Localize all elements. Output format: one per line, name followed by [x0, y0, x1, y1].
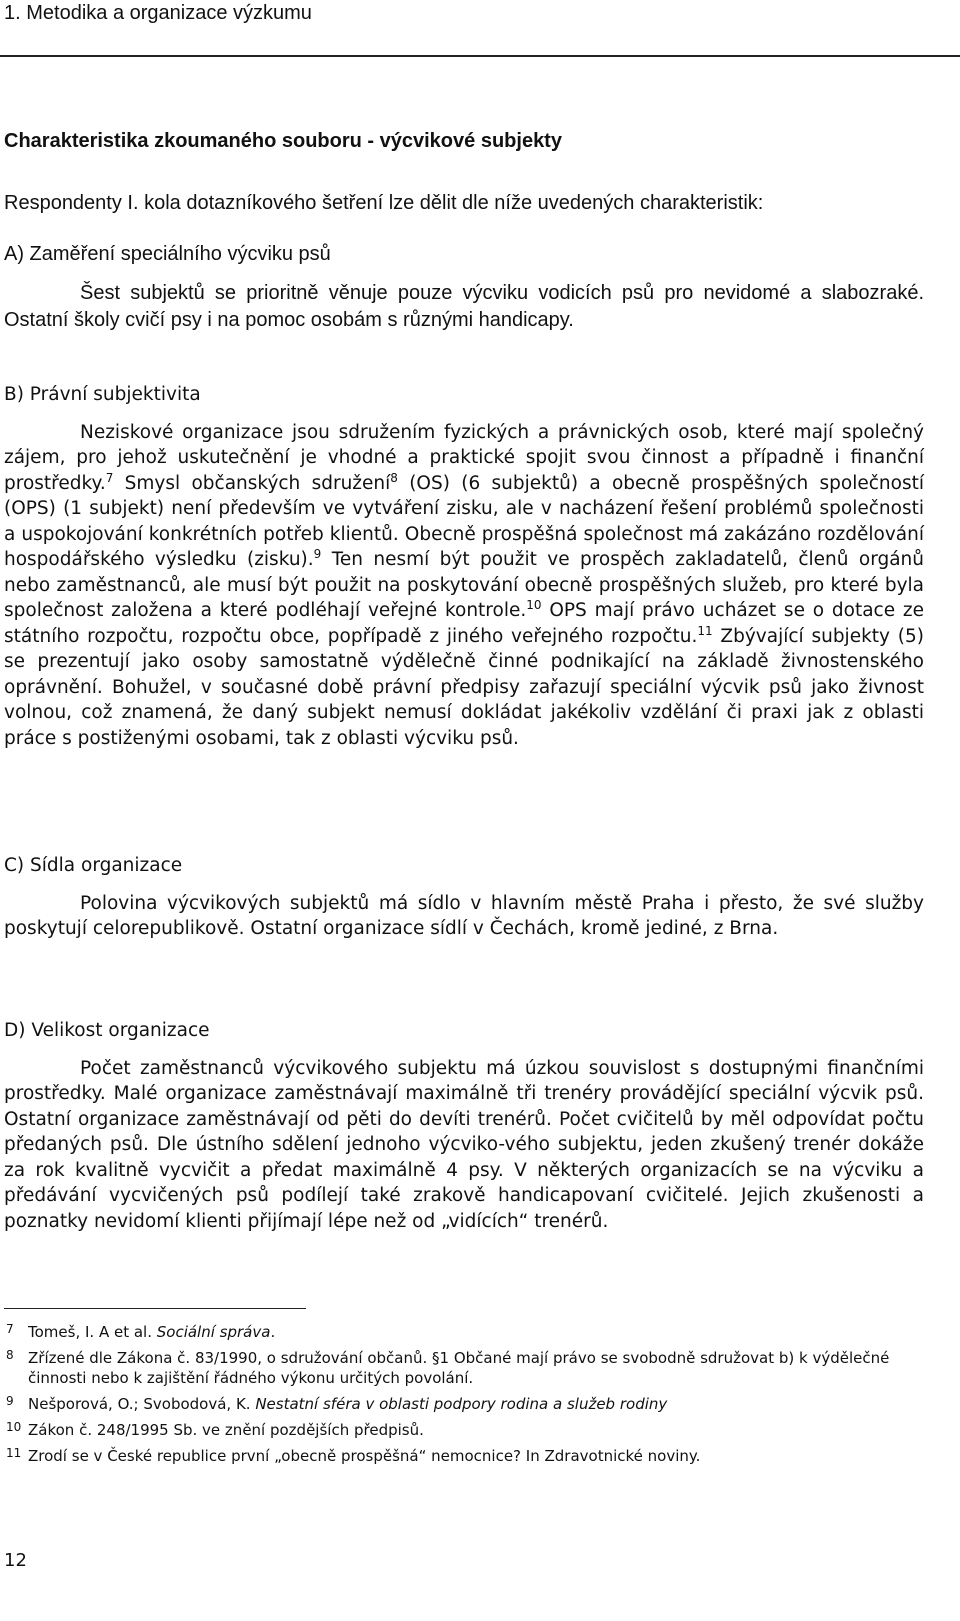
text-run: Ten nesmí být použit ve prospěch zakladatelů, členů orgánů nebo zaměstnanců, ale musí být použit na poskytování obecně prospěšných služeb, pro které byla společnost založena a které podléhají veřejné kontrole. [4, 549, 925, 621]
section-a-heading: A) Zaměření speciálního výcviku psů [4, 243, 331, 265]
section-d [4, 1018, 924, 1234]
running-header: 1. Metodika a organizace výzkumu [4, 2, 312, 24]
footnote-title: Sociální správa [156, 1323, 271, 1341]
section-d-heading: D) Velikost organizace [4, 1020, 210, 1041]
text-run: Neziskové organizace jsou sdružením fyzických a právnických osob, které mají společný zájem, pro jehož uskutečnění je vhodné a praktické spojit svou činnost a případně i finanční prostředky. [4, 421, 924, 494]
footnote-number: 8 [6, 1348, 14, 1362]
section-b-heading: B) Právní subjektivita [4, 384, 201, 405]
footnote [4, 1446, 924, 1466]
footnote-ref-11[interactable]: 11 [697, 623, 713, 638]
footnote-number: 7 [6, 1322, 14, 1336]
section-c-text: Polovina výcvikových subjektů má sídlo v hlavním městě Praha i přesto, že své služby poskytují celorepublikově. Ostatní organizace sídlí v Čechách, kromě jediné, z Brna. [4, 892, 924, 939]
footnote-number: 10 [6, 1420, 22, 1434]
footnote-text: Nešporová, O.; Svobodová, K. [28, 1395, 256, 1413]
footnote-text: Tomeš, I. A et al. [28, 1323, 157, 1341]
text-run: Zbývající subjekty (5) se prezentují jako osoby samostatně výdělečně činné podnikající na základě živnostenského oprávnění. Bohužel, v současné době právní předpisy zařazují speciální výcvik psů jako živnost volnou, což znamená, že daný subjekt nemusí dokládat jakékoliv vzdělání či praxi jak z oblasti práce s postiženými osobami, tak z oblasti výcviku psů. [4, 625, 924, 749]
footnote-number: 11 [6, 1446, 22, 1460]
footnotes [4, 1322, 924, 1472]
footnote [4, 1322, 924, 1342]
footnote-ref-9[interactable]: 9 [313, 547, 322, 561]
section-a [4, 242, 924, 334]
section-c [4, 853, 924, 942]
text-run: (OS) (6 subjektů) a obecně prospěšných společností (OPS) (1 subjekt) není především ve vytváření zisku, ale v nacházení řešení problémů společnosti a uspokojování konkrétních potřeb klientů. Obecně prospěšná společnost má zakázáno rozdělování hospodářského výsledku (zisku). [4, 472, 924, 570]
footnote [4, 1348, 924, 1388]
page-number: 12 [4, 1550, 27, 1571]
footnote-number: 9 [6, 1394, 14, 1408]
text-run: Smysl občanských sdružení [113, 472, 391, 494]
footnote-ref-7[interactable]: 7 [105, 470, 114, 485]
footnote-text: Zrodí se v České republice první „obecně prospěšná“ nemocnice? In Zdravotnické noviny. [28, 1447, 701, 1465]
footnote-text: Zřízené dle Zákona č. 83/1990, o sdružování občanů. §1 Občané mají právo se svobodně sdružovat b) k výdělečné činnosti nebo k zajištění řádného výkonu určitých povolání. [28, 1349, 890, 1387]
footnote-ref-10[interactable]: 10 [526, 598, 542, 612]
section-b-text [4, 420, 924, 752]
footnote-ref-8[interactable]: 8 [390, 470, 398, 485]
section-d-text: Počet zaměstnanců výcvikového subjektu má úzkou souvislost s dostupnými finančními prostředky. Malé organizace zaměstnávají maximálně tři trenéry provádějící speciální výcvik psů. Ostatní organizace zaměstnávají od pěti do devíti trenérů. Počet cvičitelů by měl odpovídat počtu předaných psů. Dle ústního sdělení jednoho výcviko-vého subjektu, jeden zkušený trenér dokáže za rok kvalitně vycvičit a předat maximálně 4 psy. V některých organizacích se na výcviku a předávání vycvičených psů podílejí také zrakově handicapovaní cvičitelé. Jejich zkušenosti a poznatky nevidomí klienti přijímají lépe než od „vidících“ trenérů. [4, 1057, 924, 1232]
section-b [4, 382, 924, 751]
section-a-text: Šest subjektů se prioritně věnuje pouze výcviku vodicích psů pro nevidomé a slabozraké. Ostatní školy cvičí psy i na pomoc osobám s různými handicapy. [4, 281, 924, 331]
header-rule [0, 55, 960, 57]
section-c-heading: C) Sídla organizace [4, 855, 183, 876]
footnote-rule [4, 1308, 306, 1309]
footnote [4, 1420, 924, 1440]
text-run: OPS mají právo ucházet se o dotace ze státního rozpočtu, rozpočtu obce, popřípadě z jiného veřejného rozpočtu. [4, 600, 924, 647]
footnote-text: Zákon č. 248/1995 Sb. ve znění pozdějších předpisů. [28, 1421, 424, 1439]
footnote-title: Nestatní sféra v oblasti podpory rodina a služeb rodiny [255, 1395, 668, 1413]
section-title: Charakteristika zkoumaného souboru - výcvikové subjekty [4, 130, 562, 152]
intro-paragraph: Respondenty I. kola dotazníkového šetření lze dělit dle níže uvedených charakteristik: [4, 192, 764, 214]
footnote-text: . [270, 1323, 276, 1341]
footnote [4, 1394, 924, 1414]
